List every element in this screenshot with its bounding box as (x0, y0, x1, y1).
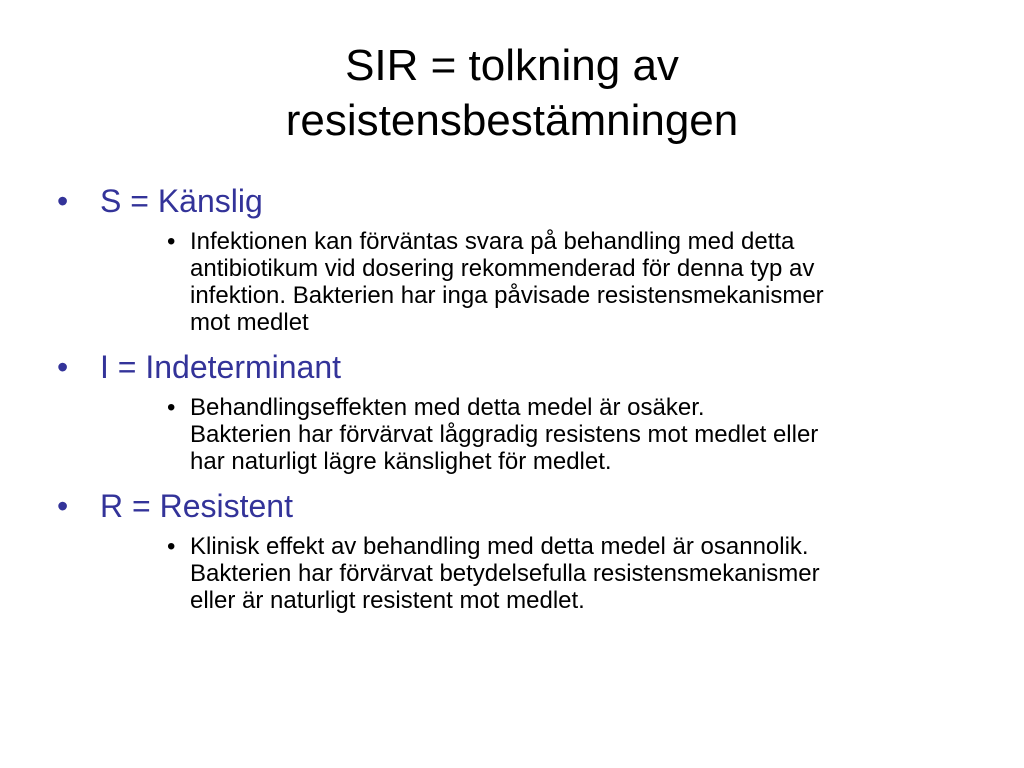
slide-title-line-2: resistensbestämningen (285, 96, 739, 145)
bullet-item-s (57, 178, 1024, 224)
sub-bullet-s-line-2: antibiotikum vid dosering rekommenderad för denna typ av (190, 255, 815, 282)
slide-title-line-1: SIR = tolkning av (345, 41, 679, 90)
sub-bullet-s-line-3: infektion. Bakterien har inga påvisade resistensmekanismer (190, 282, 824, 309)
sub-bullet-dot-icon: • (167, 394, 176, 421)
sub-bullet-s-line-1: Infektionen kan förväntas svara på behandling med detta (190, 228, 795, 255)
sub-bullet-r-line-3: eller är naturligt resistent mot medlet. (190, 587, 585, 614)
bullet-list (0, 178, 1024, 622)
sub-bullet-r (167, 533, 950, 614)
bullet-dot-icon: • (57, 183, 69, 219)
bullet-dot-icon: • (57, 349, 69, 385)
bullet-label-s: S = Känslig (100, 183, 263, 219)
sub-bullet-dot-icon: • (167, 228, 176, 255)
bullet-dot-icon: • (57, 488, 69, 524)
sub-bullet-s-line-4: mot medlet (190, 309, 309, 336)
sub-bullet-s (167, 228, 950, 336)
sub-bullet-dot-icon: • (167, 533, 176, 560)
sub-bullet-i-line-1: Behandlingseffekten med detta medel är osäker. (190, 394, 705, 421)
sub-bullet-i-line-2: Bakterien har förvärvat låggradig resistens mot medlet eller (190, 421, 819, 448)
bullet-item-r (57, 483, 1024, 529)
bullet-label-r: R = Resistent (100, 488, 293, 524)
sub-bullet-i (167, 394, 950, 475)
sub-bullet-i-line-3: har naturligt lägre känslighet för medlet. (190, 448, 612, 475)
sub-bullet-r-line-2: Bakterien har förvärvat betydelsefulla resistensmekanismer (190, 560, 820, 587)
bullet-item-i (57, 344, 1024, 390)
slide-title (0, 38, 1024, 148)
bullet-label-i: I = Indeterminant (100, 349, 342, 385)
sub-bullet-r-line-1: Klinisk effekt av behandling med detta medel är osannolik. (190, 533, 809, 560)
